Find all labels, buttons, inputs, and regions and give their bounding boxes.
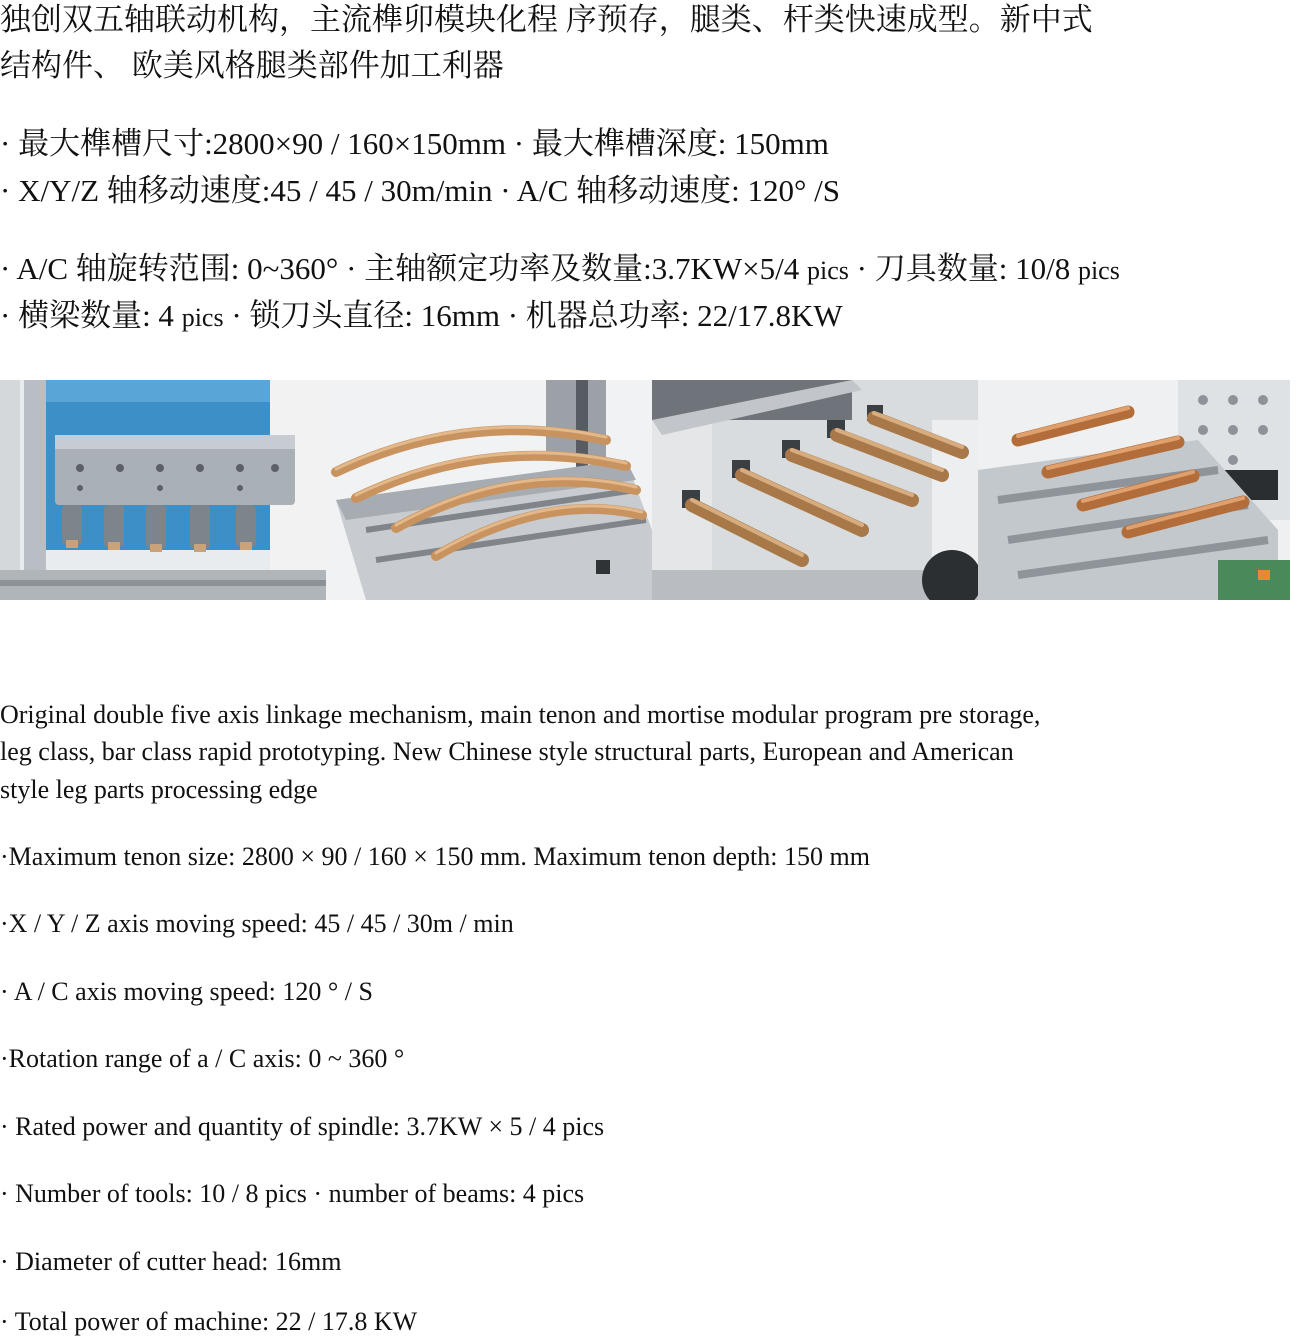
cn-spec-3-c: · 刀具数量: 10/8	[848, 251, 1078, 286]
en-spec-3: · A / C axis moving speed: 120 ° / S	[0, 977, 373, 1006]
en-spec-1: ·Maximum tenon size: 2800 × 90 / 160 × 150 mm. Maximum tenon depth: 150 mm	[0, 842, 870, 871]
cn-spec-3	[0, 246, 1120, 294]
cn-spec-2: · X/Y/Z 轴移动速度:45 / 45 / 30m/min · A/C 轴移动速度: 120° /S	[0, 173, 840, 208]
en-spec-7: · Diameter of cutter head: 16mm	[0, 1247, 342, 1276]
en-intro-line-1: Original double five axis linkage mechanism, main tenon and mortise modular program pre storage,	[0, 700, 1041, 729]
cn-spec-4-a: · 横梁数量: 4	[0, 298, 182, 333]
round-wood-bars-photo	[978, 380, 1290, 600]
cn-spec-3-d: pics	[1077, 256, 1120, 285]
cn-spec-4-c: · 锁刀头直径: 16mm · 机器总功率: 22/17.8KW	[223, 298, 843, 333]
cn-intro-line-2: 结构件、 欧美风格腿类部件加工利器	[0, 48, 504, 83]
en-spec-8: · Total power of machine: 22 / 17.8 KW	[0, 1307, 418, 1336]
spindle-head-photo	[0, 380, 326, 600]
curved-wood-parts-photo	[326, 380, 652, 600]
cn-spec-4	[0, 293, 843, 341]
product-photo-strip	[0, 380, 1302, 600]
en-spec-6: · Number of tools: 10 / 8 pics · number of beams: 4 pics	[0, 1179, 585, 1208]
en-spec-5: · Rated power and quantity of spindle: 3.7KW × 5 / 4 pics	[0, 1112, 605, 1141]
en-spec-2: ·X / Y / Z axis moving speed: 45 / 45 / 30m / min	[0, 909, 514, 938]
cn-spec-3-b: pics	[807, 256, 849, 285]
en-intro-line-2: leg class, bar class rapid prototyping. New Chinese style structural parts, European and American	[0, 737, 1014, 766]
cn-intro-line-1: 独创双五轴联动机构，主流榫卯模块化程 序预存，腿类、杆类快速成型。新中式	[0, 2, 1093, 37]
en-spec-4: ·Rotation range of a / C axis: 0 ~ 360 °	[0, 1044, 405, 1073]
cn-spec-4-b: pics	[181, 303, 224, 332]
cn-spec-3-a: · A/C 轴旋转范围: 0~360° · 主轴额定功率及数量:3.7KW×5/4	[0, 251, 807, 286]
cn-spec-1: · 最大榫槽尺寸:2800×90 / 160×150mm · 最大榫槽深度: 150mm	[0, 126, 829, 161]
en-intro-line-3: style leg parts processing edge	[0, 775, 318, 804]
straight-leg-parts-photo	[652, 380, 978, 600]
